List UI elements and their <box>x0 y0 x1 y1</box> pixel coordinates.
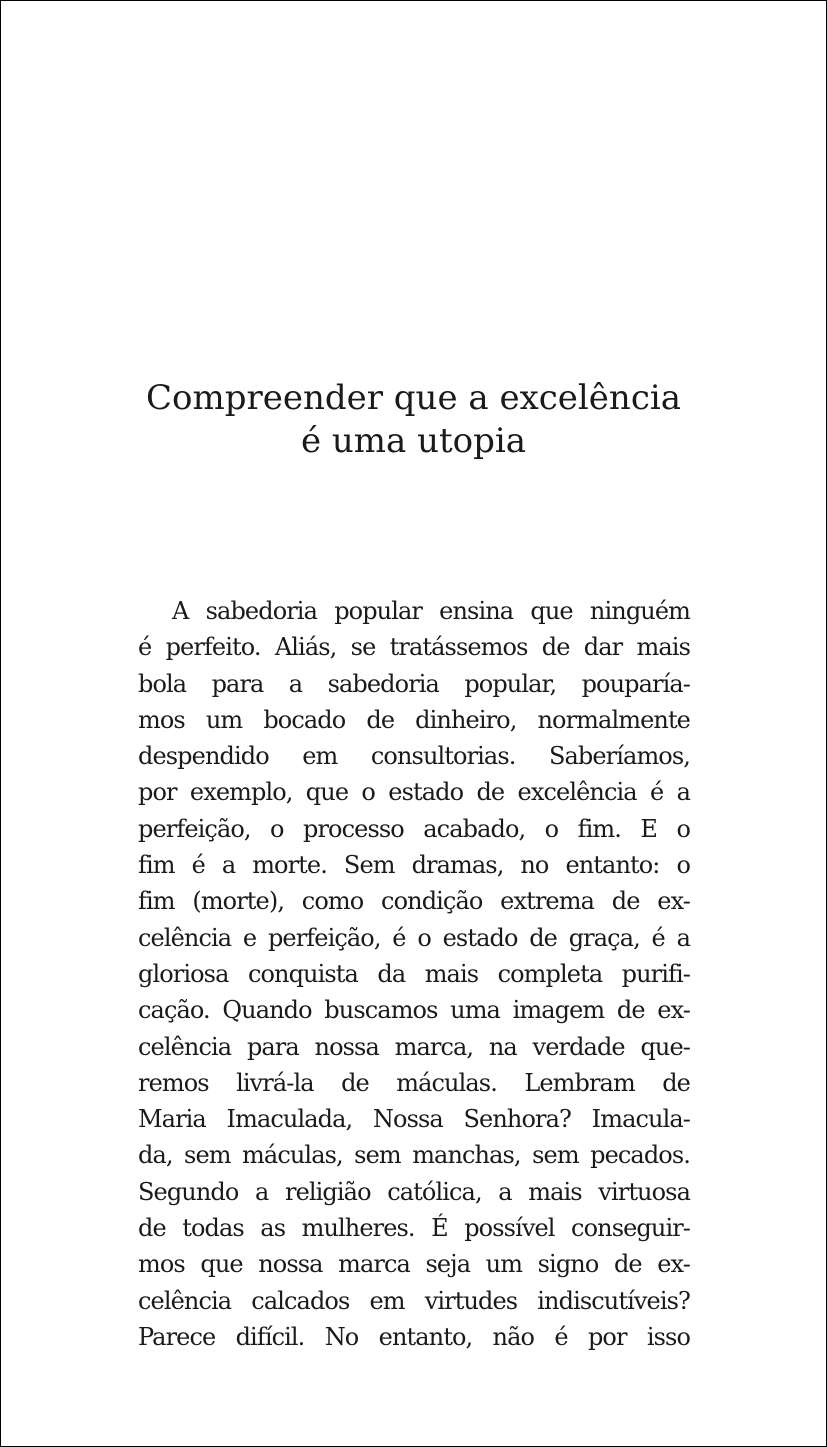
text-line: mos que nossa marca seja um signo de ex- <box>138 1250 690 1279</box>
text-line: celência e perfeição, é o estado de graça, é a <box>138 923 690 952</box>
text-line: celência para nossa marca, na verdade que- <box>138 1032 690 1061</box>
text-line: da, sem máculas, sem manchas, sem pecados. <box>138 1141 690 1170</box>
text-line: despendido em consultorias. Saberíamos, <box>138 742 690 771</box>
text-line: Segundo a religião católica, a mais virtuosa <box>138 1177 690 1206</box>
text-line: bola para a sabedoria popular, pouparía- <box>138 669 690 698</box>
chapter-title <box>1 377 826 463</box>
text-line: A sabedoria popular ensina que ninguém <box>172 597 690 625</box>
text-line: fim (morte), como condição extrema de ex- <box>138 887 690 916</box>
text-line: fim é a morte. Sem dramas, no entanto: o <box>138 851 690 880</box>
text-line: gloriosa conquista da mais completa purifi- <box>138 959 690 988</box>
text-line: é perfeito. Aliás, se tratássemos de dar mais <box>138 633 690 662</box>
body-paragraph <box>138 593 690 1355</box>
text-line: Parece difícil. No entanto, não é por isso <box>138 1322 690 1351</box>
text-line: de todas as mulheres. É possível conseguir- <box>138 1214 690 1243</box>
text-line: por exemplo, que o estado de excelência é a <box>138 778 690 807</box>
text-line: perfeição, o processo acabado, o fim. E o <box>138 814 690 843</box>
text-line: cação. Quando buscamos uma imagem de ex- <box>138 996 690 1025</box>
text-line: remos livrá-la de máculas. Lembram de <box>138 1068 690 1097</box>
text-line: Maria Imaculada, Nossa Senhora? Imacula- <box>138 1105 690 1134</box>
chapter-title-line-1: Compreender que a excelência <box>145 378 682 418</box>
text-line: celência calcados em virtudes indiscutíveis? <box>138 1286 690 1315</box>
chapter-title-line-2: é uma utopia <box>300 421 527 461</box>
text-line: mos um bocado de dinheiro, normalmente <box>138 705 690 734</box>
